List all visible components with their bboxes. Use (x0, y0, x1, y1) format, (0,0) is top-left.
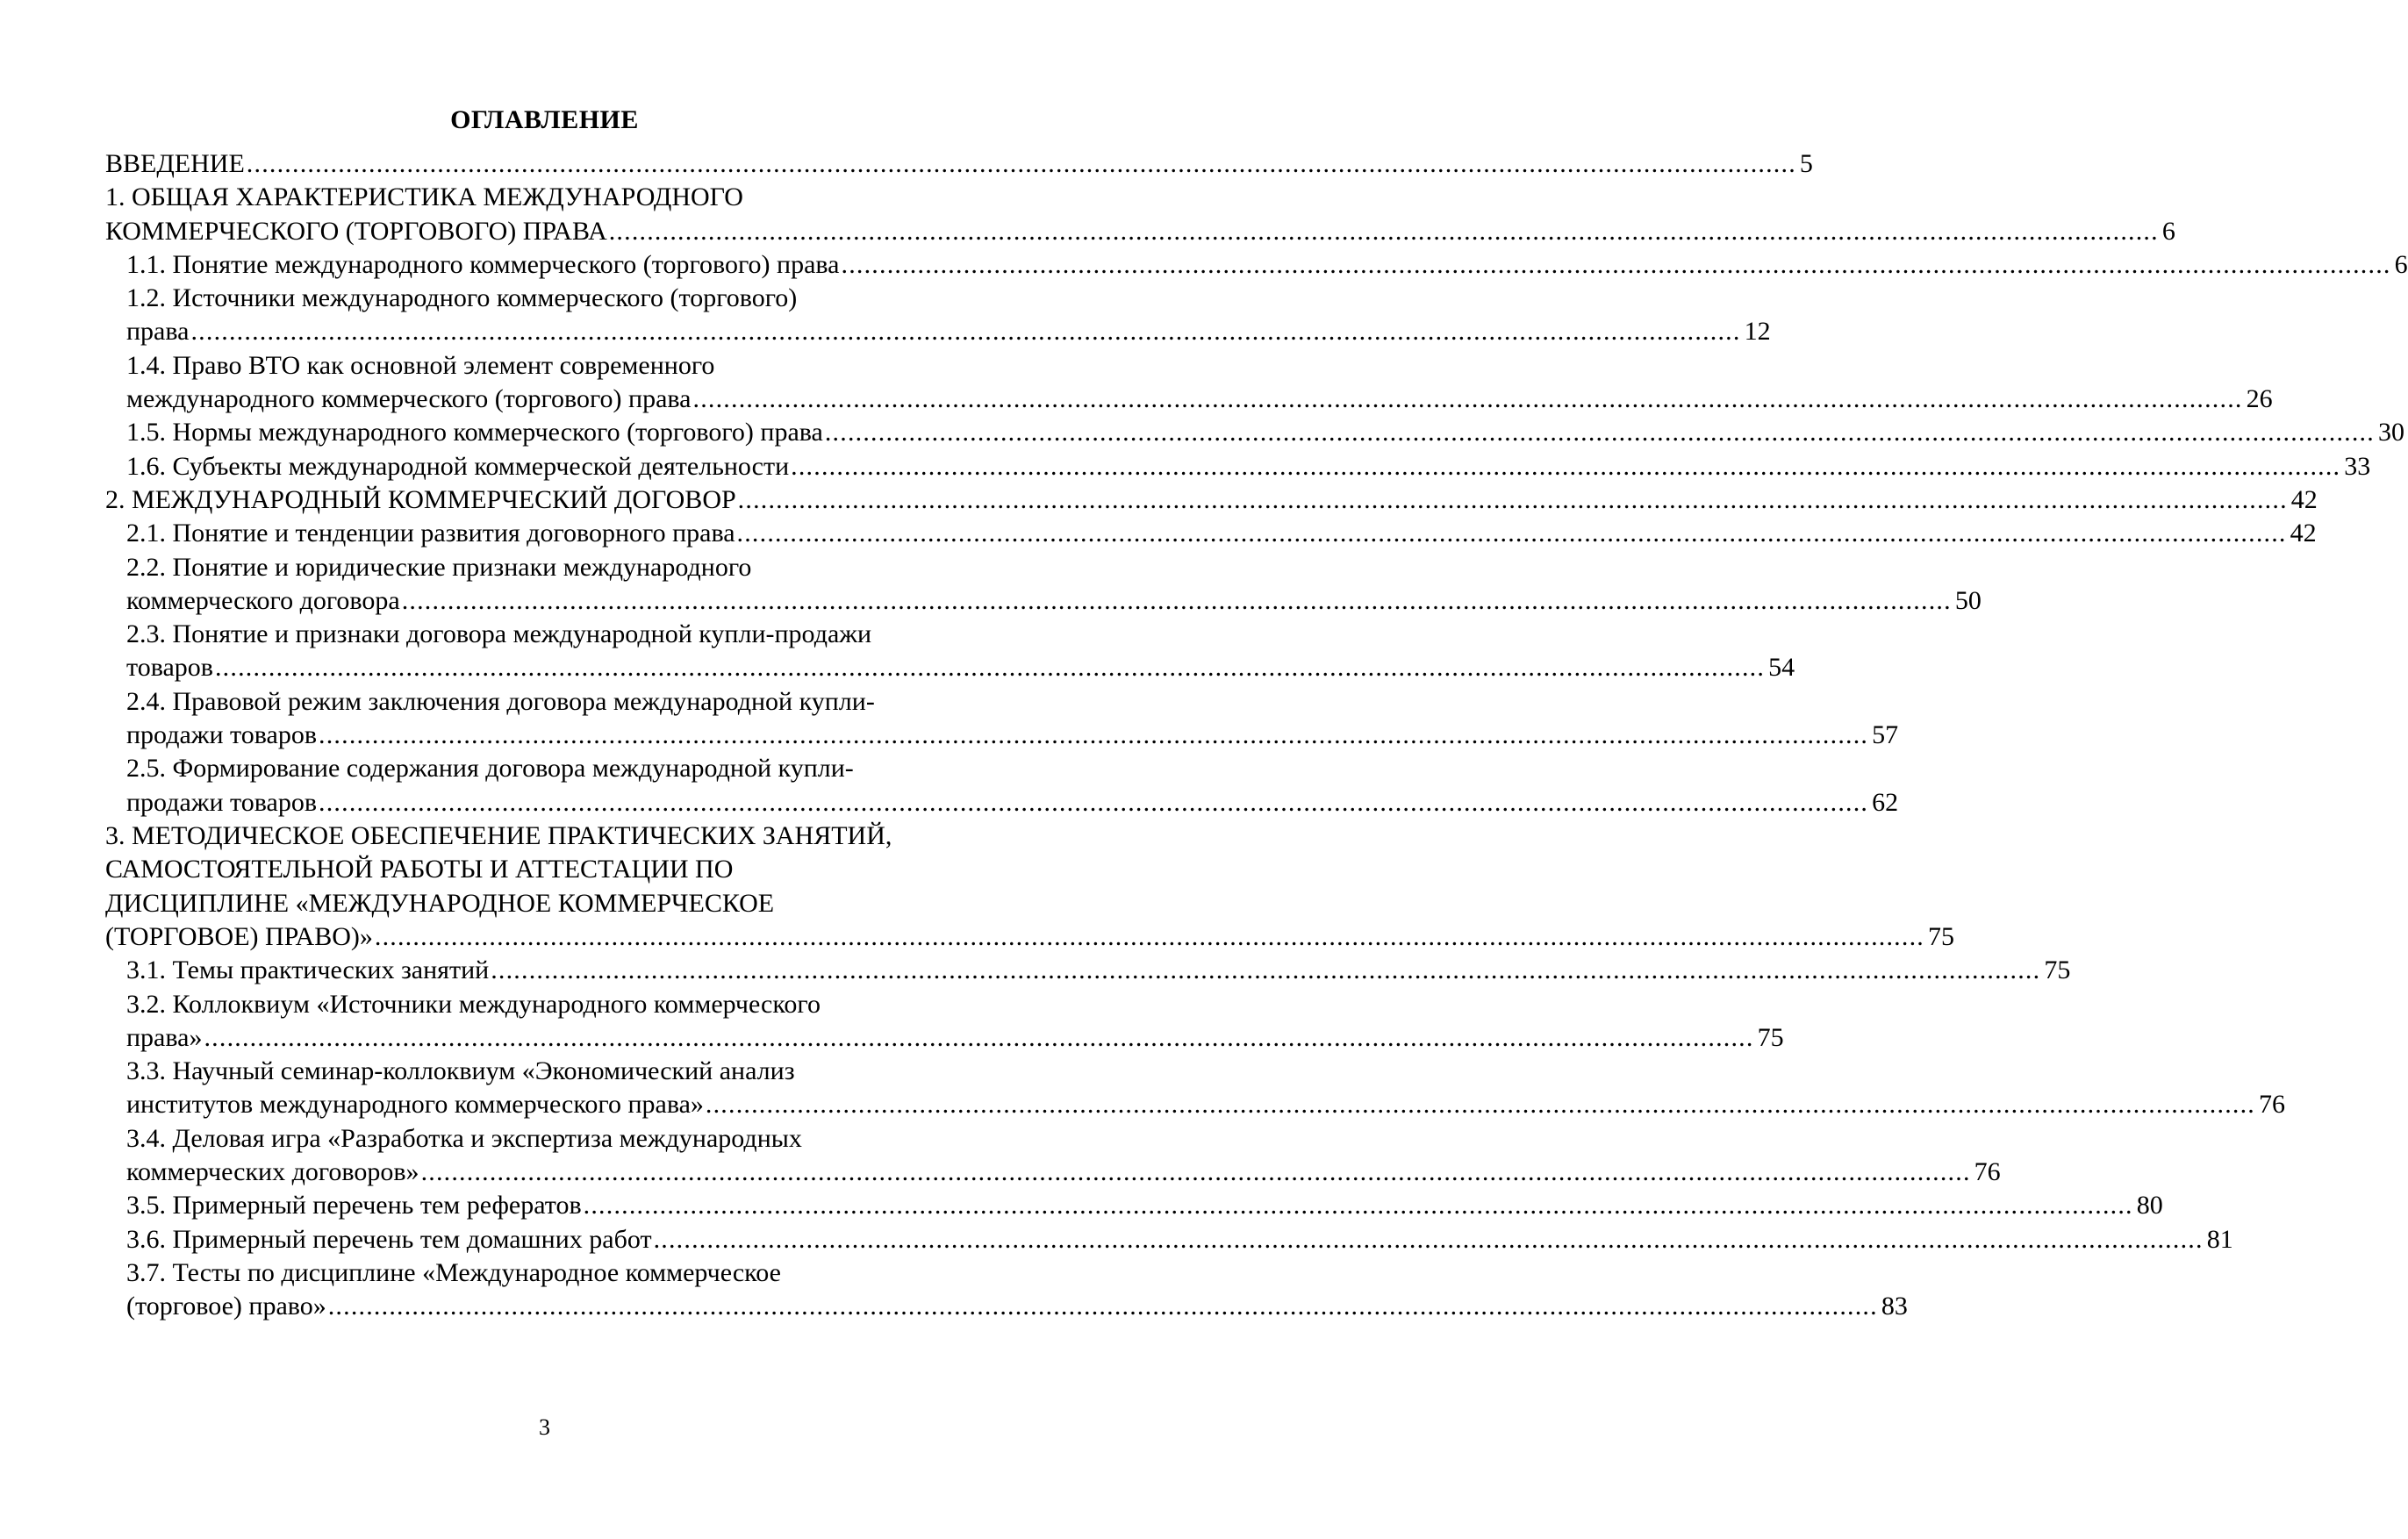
toc-entry-line: 1.2. Источники международного коммерческого (торгового) (126, 283, 798, 313)
page-number: 3 (539, 1414, 550, 1440)
toc-entry-final-line (126, 383, 2273, 416)
toc-entry-page: 54 (1768, 653, 1795, 683)
toc-entry-page: 33 (2344, 451, 2371, 481)
dot-leader: ........................................................................................................................................................................................................... (491, 956, 2041, 985)
toc-entry-page: 6 (2394, 249, 2408, 279)
toc-entry (126, 248, 2408, 282)
toc-entry (126, 517, 2317, 550)
toc-entry (126, 1122, 2001, 1190)
toc-entry-page: 62 (1872, 787, 1899, 817)
toc-entry-text: (торговое) право» (126, 1292, 326, 1321)
dot-leader: ........................................................................................................................................................................................................... (841, 249, 2391, 279)
toc-entry-text: институтов международного коммерческого права» (126, 1090, 704, 1120)
toc-entry-page: 42 (2290, 519, 2317, 548)
dot-leader: ........................................................................................................................................................................................................... (327, 1292, 1878, 1321)
dot-leader: ........................................................................................................................................................................................................... (653, 1224, 2204, 1254)
toc-entry-line: 2.5. Формирование содержания договора международной купли- (126, 754, 854, 784)
toc-entry-page: 30 (2377, 418, 2404, 447)
toc-entry-text: товаров (126, 653, 213, 683)
toc-entry-text: 3.6. Примерный перечень тем домашних работ (126, 1224, 652, 1254)
toc-entry (126, 416, 2404, 449)
toc-entry-page: 42 (2290, 485, 2318, 514)
toc-entry (105, 181, 2175, 248)
dot-leader: ........................................................................................................................................................................................................... (705, 1090, 2256, 1120)
toc-entry-final-line (126, 1088, 2286, 1121)
toc-entry-final-line (105, 920, 1954, 954)
dot-leader: ........................................................................................................................................................................................................... (319, 787, 1869, 817)
toc-entry (126, 1189, 2163, 1222)
toc-entry-final-line (126, 248, 2408, 282)
toc-entry (126, 1256, 1908, 1324)
toc-entry-text: права» (126, 1022, 203, 1052)
toc-entry-line: 2.4. Правовой режим заключения договора международной купли- (126, 686, 875, 716)
toc-entry (105, 820, 1954, 954)
toc-entry-line: ДИСЦИПЛИНЕ «МЕЖДУНАРОДНОЕ КОММЕРЧЕСКОЕ (105, 888, 775, 918)
dot-leader: ........................................................................................................................................................................................................... (608, 216, 2159, 246)
toc-entry (126, 988, 1784, 1056)
toc-entry (126, 1055, 2286, 1122)
dot-leader: ........................................................................................................................................................................................................... (374, 921, 1924, 951)
toc-entry-final-line (105, 483, 2318, 517)
toc-entry-final-line (126, 651, 1795, 684)
toc-entry-page: 80 (2136, 1191, 2163, 1220)
toc-entry-page: 26 (2246, 384, 2273, 414)
toc-entry-final-line (126, 1021, 1784, 1055)
toc-entry-line: 2.2. Понятие и юридические признаки международного (126, 552, 752, 582)
toc-entry-text: КОММЕРЧЕСКОГО (ТОРГОВОГО) ПРАВА (105, 216, 607, 246)
toc-entry (126, 1223, 2233, 1256)
toc-entry-final-line (126, 1156, 2001, 1189)
dot-leader: ........................................................................................................................................................................................................... (214, 653, 1766, 683)
toc-entry (105, 147, 1813, 181)
toc-entry-text: международного коммерческого (торгового) права (126, 384, 692, 414)
toc-entry (126, 685, 1899, 753)
toc-entry-page: 5 (1799, 149, 1813, 178)
dot-leader: ........................................................................................................................................................................................................... (736, 519, 2287, 548)
toc-entry-page: 6 (2161, 216, 2175, 246)
toc-entry-line: 3.4. Деловая игра «Разработка и экспертиза международных (126, 1123, 802, 1153)
toc-entry-final-line (105, 147, 1813, 181)
toc-entry (126, 618, 1795, 685)
toc-entry (126, 752, 1899, 820)
toc-entry-text: коммерческого договора (126, 585, 400, 615)
toc-entry-text: ВВЕДЕНИЕ (105, 149, 245, 178)
dot-leader: ........................................................................................................................................................................................................... (583, 1191, 2133, 1220)
toc-entry-text: 1.6. Субъекты международной коммерческой деятельности (126, 451, 790, 481)
toc-entry (126, 954, 2071, 987)
toc-entry-text: 3.5. Примерный перечень тем рефератов (126, 1191, 582, 1220)
toc-entry-page: 57 (1872, 720, 1899, 750)
toc-entry-line: 1.4. Право ВТО как основной элемент современного (126, 350, 715, 380)
toc-entry-text: 1.1. Понятие международного коммерческого (торгового) права (126, 249, 840, 279)
toc-entry-final-line (126, 1189, 2163, 1222)
toc-entry-page: 50 (1954, 585, 1982, 615)
toc-entry (126, 282, 1771, 349)
toc-entry-text: (ТОРГОВОЕ) ПРАВО)» (105, 921, 373, 951)
toc-entry-final-line (126, 584, 1982, 618)
toc-entry-page: 12 (1744, 317, 1771, 347)
toc-entry-text: права (126, 317, 190, 347)
toc-entry-final-line (105, 215, 2175, 248)
toc-entry-page: 75 (1757, 1022, 1784, 1052)
toc-entry (126, 349, 2273, 417)
dot-leader: ........................................................................................................................................................................................................... (737, 485, 2288, 514)
toc-entry-page: 75 (2044, 956, 2071, 985)
toc-entry-text: 2.1. Понятие и тенденции развития договорного права (126, 519, 735, 548)
dot-leader: ........................................................................................................................................................................................................... (824, 418, 2375, 447)
toc-entry-text: 2. МЕЖДУНАРОДНЫЙ КОММЕРЧЕСКИЙ ДОГОВОР (105, 485, 736, 514)
toc-entry-page: 75 (1927, 921, 1954, 951)
toc-entry-line: 1. ОБЩАЯ ХАРАКТЕРИСТИКА МЕЖДУНАРОДНОГО (105, 183, 743, 212)
toc-entry-final-line (126, 416, 2404, 449)
dot-leader: ........................................................................................................................................................................................................... (401, 585, 1952, 615)
toc-entry-final-line (126, 719, 1899, 752)
toc-entry-final-line (126, 1290, 1908, 1323)
dot-leader: ........................................................................................................................................................................................................... (246, 149, 1796, 178)
toc-entry-page: 83 (1881, 1292, 1908, 1321)
toc-entry-line: 3.2. Коллоквиум «Источники международного коммерческого (126, 989, 821, 1019)
toc-entry (126, 450, 2371, 483)
toc-entry-page: 76 (1974, 1156, 2001, 1186)
toc-entry-final-line (126, 1223, 2233, 1256)
toc-entry-final-line (126, 315, 1771, 348)
dot-leader: ........................................................................................................................................................................................................... (692, 384, 2243, 414)
dot-leader: ........................................................................................................................................................................................................... (420, 1156, 1971, 1186)
toc-entry-final-line (126, 786, 1899, 820)
dot-leader: ........................................................................................................................................................................................................... (319, 720, 1869, 750)
toc-entry (105, 483, 2318, 517)
toc-entry-text: 3.1. Темы практических занятий (126, 956, 490, 985)
toc-entry-line: САМОСТОЯТЕЛЬНОЙ РАБОТЫ И АТТЕСТАЦИИ ПО (105, 855, 734, 884)
toc-entry-final-line (126, 954, 2071, 987)
toc-entry-text: коммерческих договоров» (126, 1156, 419, 1186)
toc-entry-page: 81 (2206, 1224, 2233, 1254)
toc-entry-line: 2.3. Понятие и признаки договора международной купли-продажи (126, 619, 872, 649)
toc-entry-page: 76 (2259, 1090, 2286, 1120)
toc-entry-final-line (126, 450, 2371, 483)
toc-entry-text: продажи товаров (126, 720, 318, 750)
dot-leader: ........................................................................................................................................................................................................... (204, 1022, 1754, 1052)
toc-entry-line: 3. МЕТОДИЧЕСКОЕ ОБЕСПЕЧЕНИЕ ПРАКТИЧЕСКИХ ЗАНЯТИЙ, (105, 821, 892, 850)
toc-entry-final-line (126, 517, 2317, 550)
toc-entry-line: 3.7. Тесты по дисциплине «Международное коммерческое (126, 1257, 781, 1287)
toc-entry-line: 3.3. Научный семинар-коллоквиум «Экономический анализ (126, 1056, 795, 1086)
toc-title: ОГЛАВЛЕНИЕ (450, 105, 639, 134)
toc-entry-text: 1.5. Нормы международного коммерческого (торгового) права (126, 418, 823, 447)
dot-leader: ........................................................................................................................................................................................................... (190, 317, 1741, 347)
toc-entry (126, 551, 1982, 619)
dot-leader: ........................................................................................................................................................................................................... (791, 451, 2341, 481)
toc-entry-text: продажи товаров (126, 787, 318, 817)
